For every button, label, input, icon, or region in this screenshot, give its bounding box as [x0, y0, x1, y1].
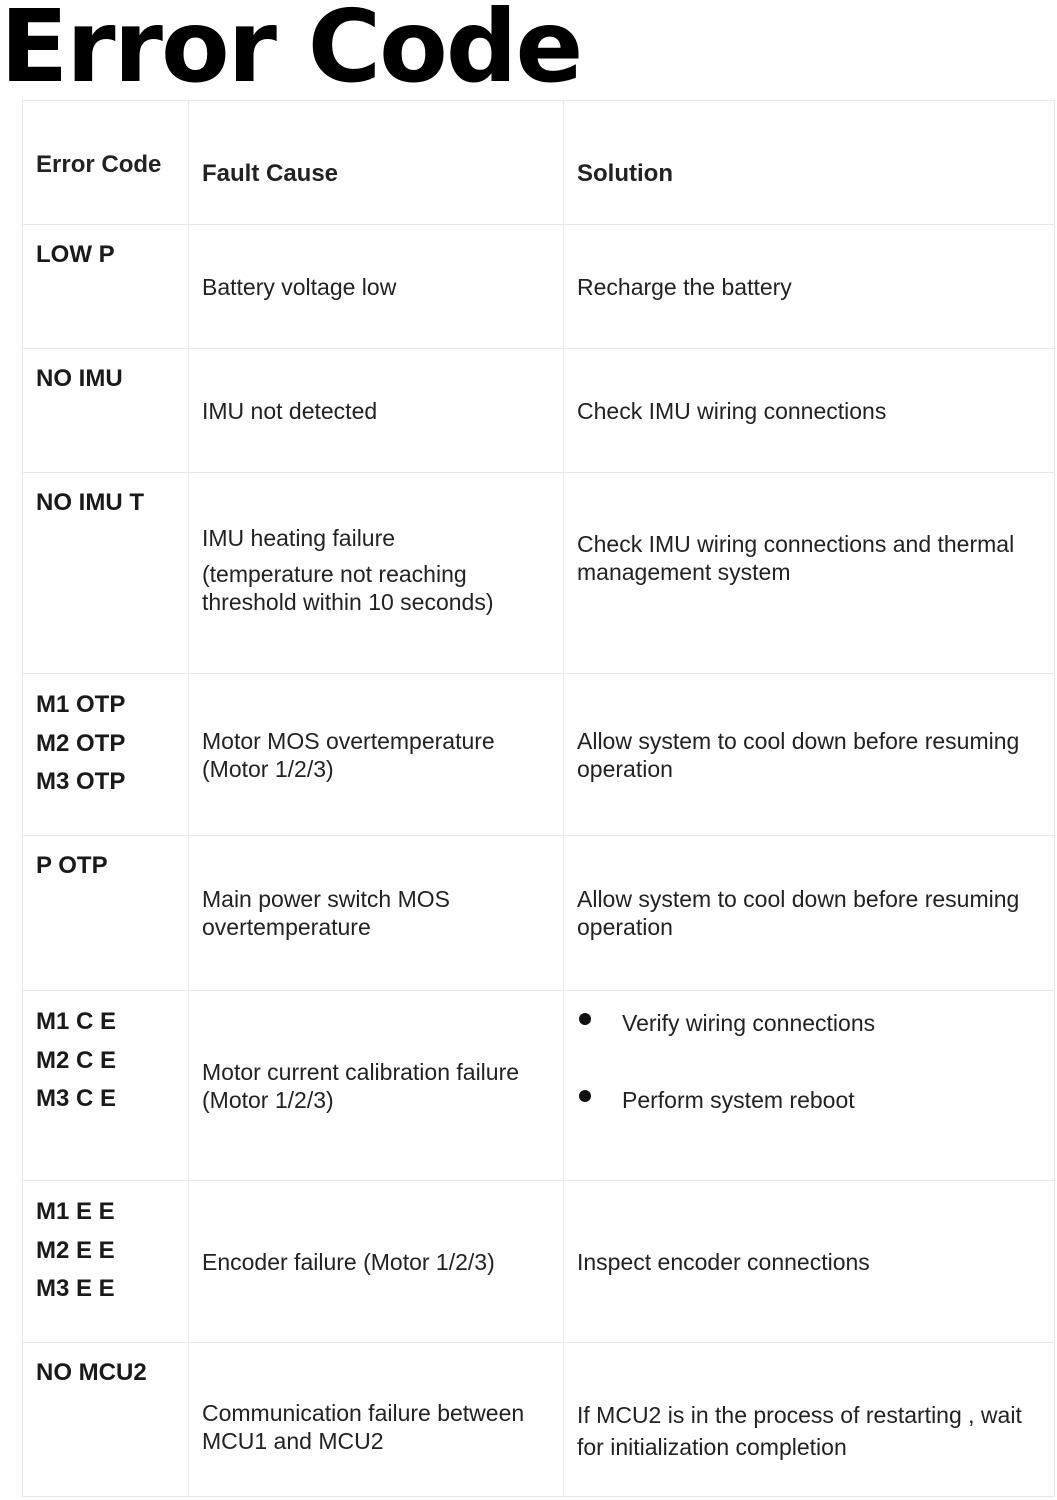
solution-bullet-item — [577, 1009, 1054, 1037]
error-code-cell — [23, 1181, 189, 1343]
solution-text: Recharge the battery — [577, 273, 792, 300]
solution-cell — [564, 1343, 1055, 1497]
error-code: M1 E E — [36, 1198, 115, 1225]
fault-cause-text: Encoder failure (Motor 1/2/3) — [202, 1248, 495, 1275]
error-code: M2 E E — [36, 1236, 115, 1264]
error-code-cell — [23, 1343, 189, 1497]
solution-cell — [564, 1181, 1055, 1343]
solution-cell — [564, 674, 1055, 836]
error-code: M1 C E — [36, 1008, 117, 1035]
fault-cause-cell — [189, 225, 564, 349]
solution-cell — [564, 473, 1055, 674]
solution-bullet-text: Perform system reboot — [622, 1087, 855, 1113]
error-code: M3 OTP — [36, 768, 126, 795]
error-code: M1 OTP — [36, 691, 126, 718]
error-code: M3 E E — [36, 1275, 115, 1302]
fault-cause-cell — [189, 674, 564, 836]
fault-cause-text: Main power switch MOS overtemperature — [202, 886, 450, 940]
header-solution: Solution — [564, 101, 1055, 225]
fault-cause-text: Battery voltage low — [202, 273, 397, 300]
error-code: LOW P — [36, 241, 115, 268]
fault-cause-cell — [189, 349, 564, 473]
solution-text: Check IMU wiring connections — [577, 397, 887, 424]
solution-text: Allow system to cool down before resuming operation — [577, 727, 1020, 782]
bullet-dot-icon — [579, 1013, 591, 1025]
bullet-dot-icon — [579, 1090, 591, 1102]
fault-cause-text: Motor MOS overtemperature (Motor 1/2/3) — [202, 727, 495, 782]
solution-cell — [564, 349, 1055, 473]
fault-cause-cell — [189, 1343, 564, 1497]
solution-cell — [564, 991, 1055, 1181]
solution-cell — [564, 225, 1055, 349]
header-error-code: Error Code — [23, 101, 189, 225]
header-fault-cause: Fault Cause — [189, 101, 564, 225]
error-code: M3 C E — [36, 1085, 117, 1112]
fault-cause-text: Communication failure between MCU1 and MCU2 — [202, 1400, 525, 1454]
error-code-cell — [23, 674, 189, 836]
fault-cause-text: IMU heating failure — [202, 525, 396, 551]
fault-cause-text: Motor current calibration failure (Motor 1/2/3) — [202, 1058, 520, 1113]
solution-bullet-item — [577, 1086, 1054, 1114]
fault-cause-cell — [189, 1181, 564, 1343]
error-code-cell — [23, 225, 189, 349]
page-title: Error Code — [0, 0, 582, 105]
error-code-cell — [23, 836, 189, 991]
solution-cell — [564, 836, 1055, 991]
solution-text: If MCU2 is in the process of restarting , wait for initialization completion — [577, 1402, 1022, 1460]
error-code: M2 OTP — [36, 729, 126, 757]
fault-cause-cell — [189, 991, 564, 1181]
error-code: NO IMU T — [36, 489, 144, 516]
fault-cause-cell — [189, 836, 564, 991]
error-code-table — [22, 100, 1055, 1497]
solution-text: Allow system to cool down before resuming operation — [577, 886, 1020, 940]
error-code-cell — [23, 991, 189, 1181]
solution-text: Inspect encoder connections — [577, 1248, 870, 1275]
error-code-cell — [23, 473, 189, 674]
fault-cause-cell — [189, 473, 564, 674]
error-code: NO IMU — [36, 365, 123, 392]
solution-bullet-text: Verify wiring connections — [622, 1010, 876, 1036]
fault-cause-text: IMU not detected — [202, 397, 378, 424]
error-code-cell — [23, 349, 189, 473]
error-code: P OTP — [36, 852, 108, 879]
fault-cause-detail: (temperature not reaching threshold within 10 seconds) — [202, 561, 494, 615]
solution-text: Check IMU wiring connections and thermal management system — [577, 531, 1015, 585]
error-code: M2 C E — [36, 1046, 117, 1074]
error-code: NO MCU2 — [36, 1359, 147, 1386]
